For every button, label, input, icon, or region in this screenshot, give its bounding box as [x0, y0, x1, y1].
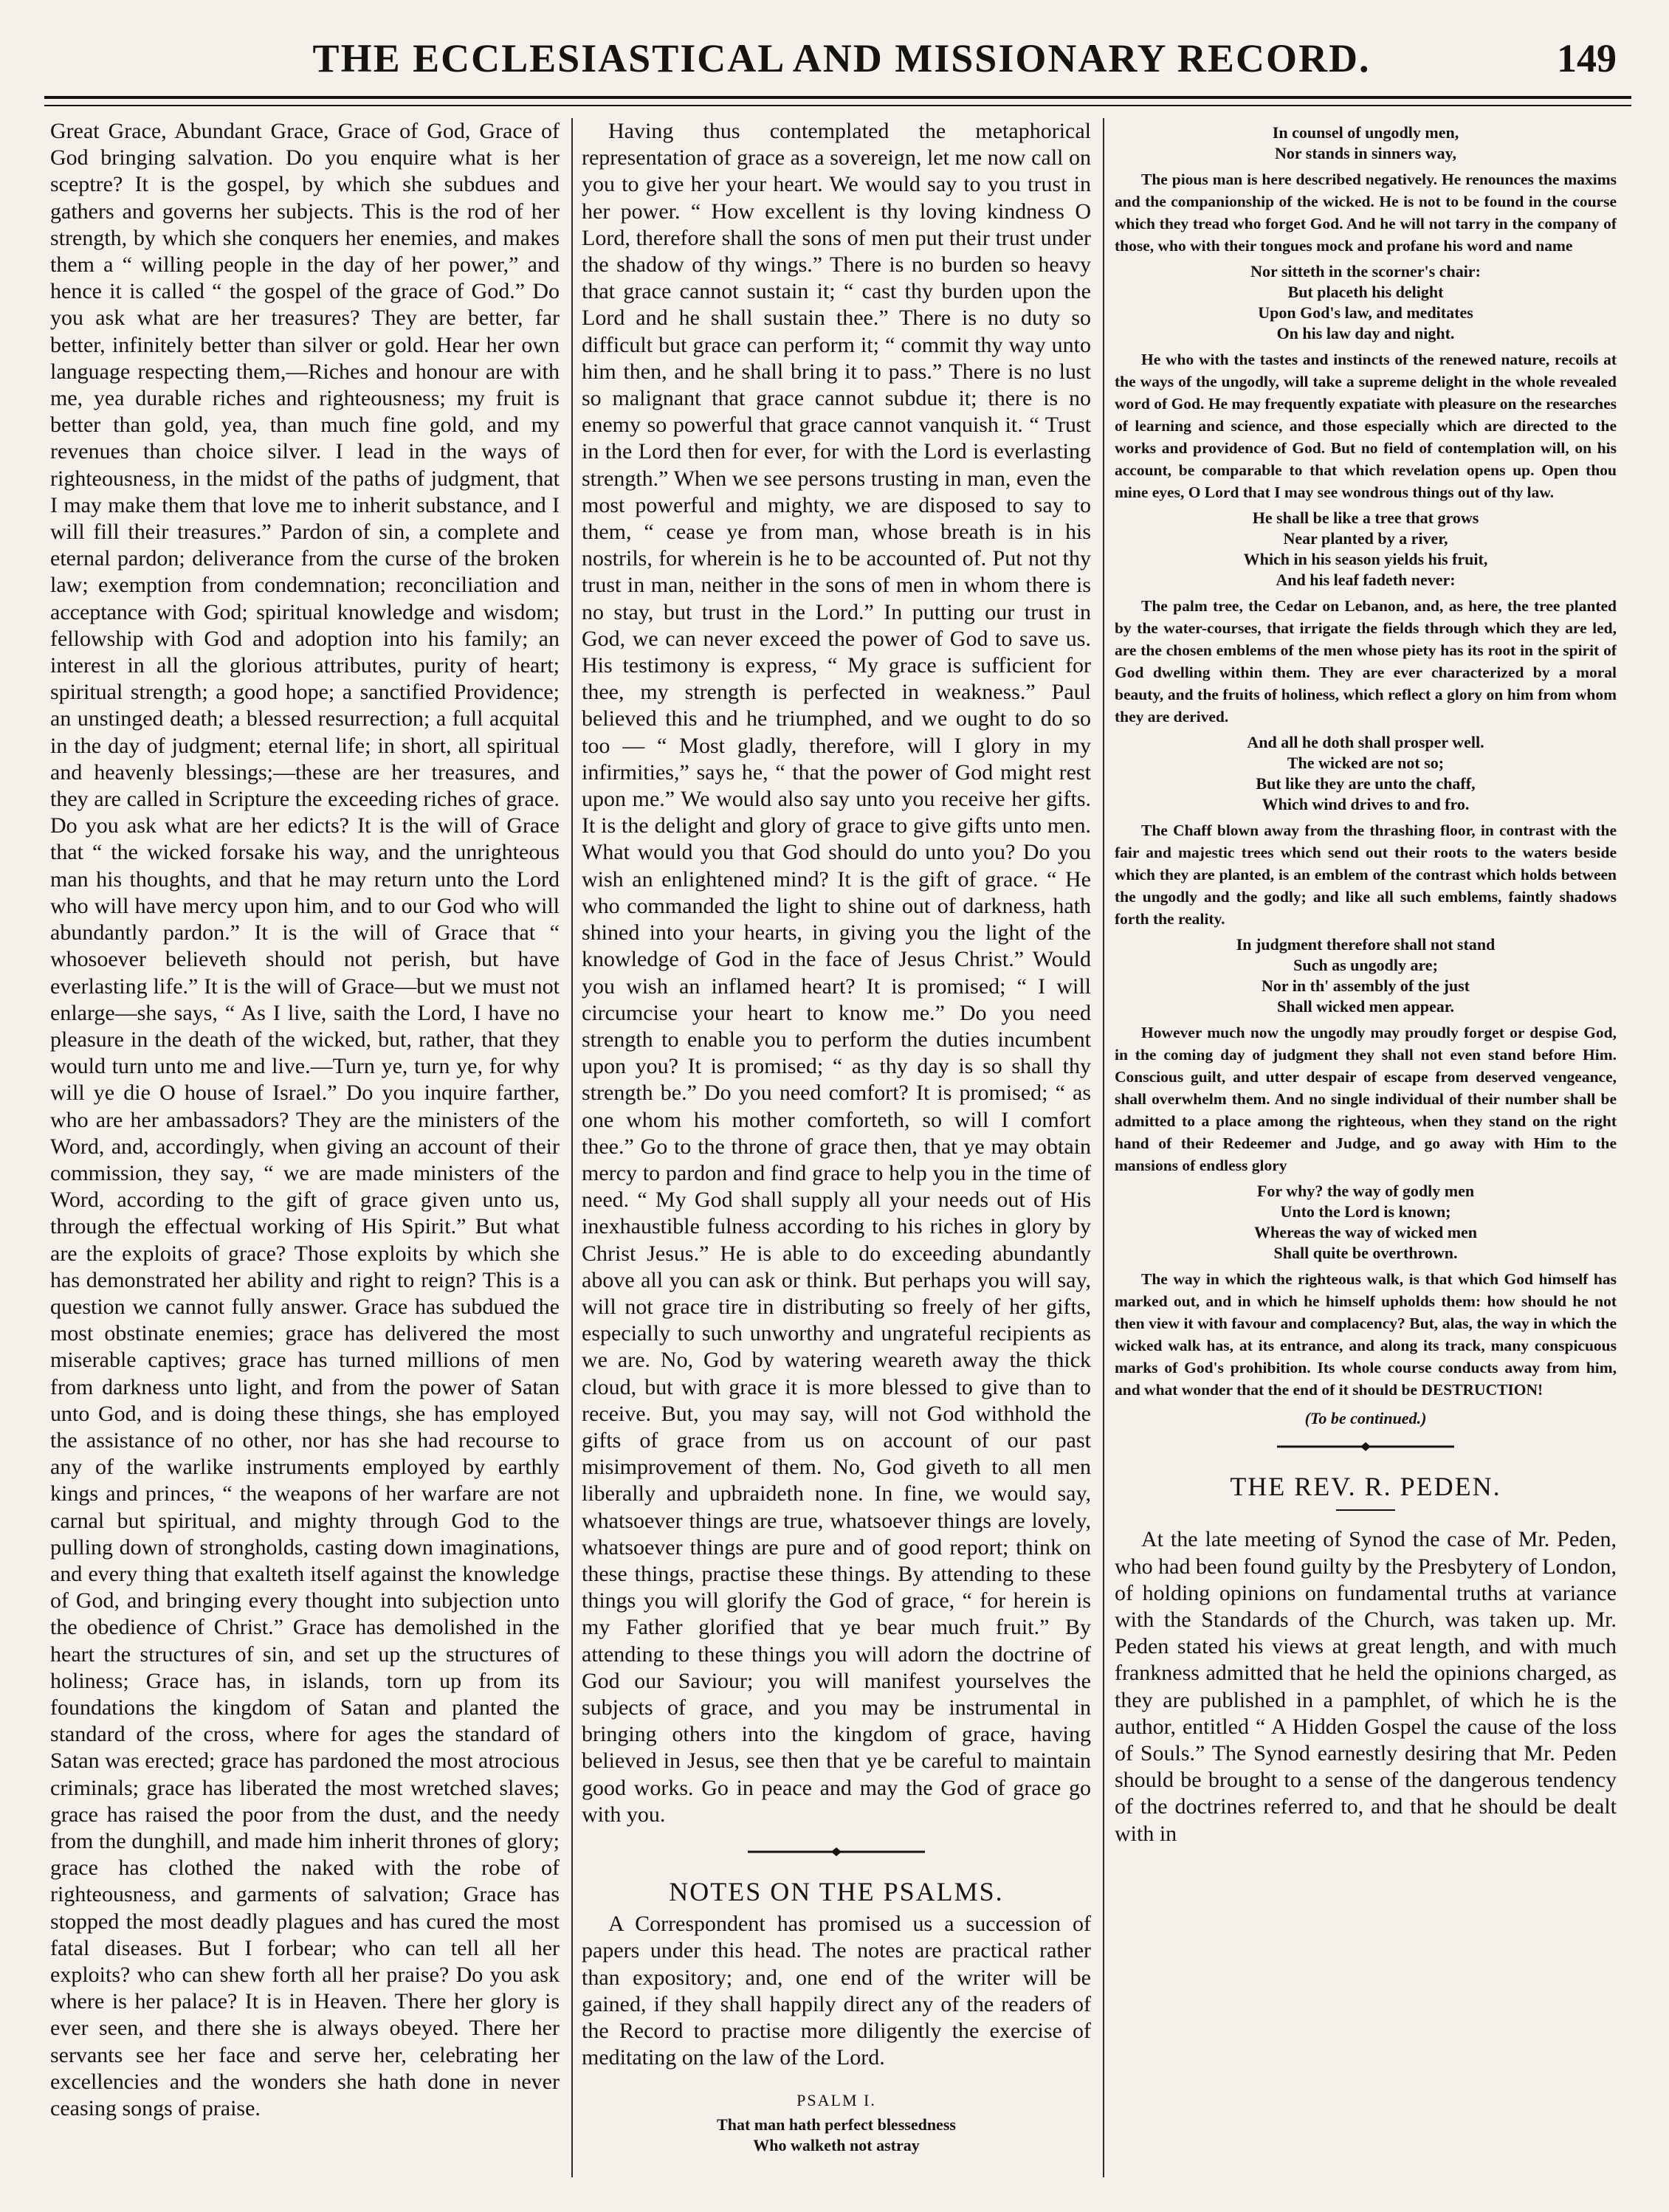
- verse-line: Upon God's law, and meditates: [1258, 303, 1473, 322]
- psalm-note: [1115, 1268, 1617, 1401]
- verse-stanza: [1115, 1181, 1617, 1264]
- note-text: The way in which the righteous walk, is that which God himself has marked out, and in which he himself upholds them: how should he not then view it with favour and complacency? But, alas, the way in which the wicked walk has, at its entrance, and along its track, many conspicuous marks of God's prohibition. Its whole course conducts away from him, and what wonder that the end of it should be DESTRUCTION!: [1115, 1270, 1617, 1399]
- verse-line: Shall quite be overthrown.: [1273, 1244, 1458, 1262]
- psalm-note: [1115, 1021, 1617, 1176]
- note-text: However much now the ungodly may proudly forget or despise God, in the coming day of judgment they shall not even stand before Him. Conscious guilt, and utter despair of escape from deserved vengeance, shall overwhelm them. And no single individual of their number shall be admitted to a place among the righteous, when they stand on the right hand of their Redeemer and Judge, and go away with Him to the mansions of endless glory: [1115, 1024, 1617, 1174]
- verse-stanza: [1115, 508, 1617, 590]
- page-header: [44, 35, 1631, 102]
- paragraph: At the late meeting of Synod the case of Mr. Peden, who had been found guilty by the Presbytery of London, of holding opinions on fundamental truths at variance with the Standards of the Church, was taken up. Mr. Peden stated his views at great length, and with much frankness admitted that he held the opinions charged, as they are published in a pamphlet, of which he is the author, entitled “ A Hidden Gospel the cause of the loss of Souls.” The Synod earnestly desiring that Mr. Peden should be brought to a sense of the dangerous tendency of the doctrines referred to, and that he should be dealt with in: [1115, 1527, 1617, 1846]
- verse-line: But placeth his delight: [1287, 283, 1444, 301]
- section-title-notes-on-the-psalms: NOTES ON THE PSALMS.: [669, 1877, 1004, 1906]
- verse-line: Nor sitteth in the scorner's chair:: [1250, 262, 1481, 280]
- verse-line: Which in his season yields his fruit,: [1243, 550, 1488, 568]
- verse-line: Who walketh not astray: [753, 2135, 920, 2154]
- paragraph: A Correspondent has promised us a succession of papers under this head. The notes are practical rather than expository; and, one end of the writer will be gained, if they shall happily direct any of the readers of the Record to practise more diligently the exercise of meditating on the law of the Lord.: [582, 1912, 1091, 2070]
- verse-line: In counsel of ungodly men,: [1272, 123, 1459, 142]
- column-divider: [1103, 118, 1104, 2177]
- note-text: He who with the tastes and instincts of the renewed nature, recoils at the ways of the ungodly, will take a supreme delight in the whole revealed word of God. He may frequently expatiate with pleasure on the researches of learning and science, and those especially which are directed to the works and providence of God. But no field of contemplation will, on his account, be comparable to that which revelation opens up. Open thou mine eyes, O Lord that I may see wondrous things out of thy law.: [1115, 351, 1617, 501]
- column-1: [50, 118, 560, 2185]
- ornament-rule: [748, 1847, 925, 1856]
- paragraph: Great Grace, Abundant Grace, Grace of God, Grace of God bringing salvation. Do you enquire what is her sceptre? It is the gospel, by which she subdues and gathers and governs her subjects. This is the rod of her strength, by which she conquers her enemies, and makes them a “ willing people in the day of her power,” and hence it is called “ the gospel of the grace of God.” Do you ask what are her treasures? They are better, far better, infinitely better than silver or gold. Hear her own language respecting them,—Riches and honour are with me, yea durable riches and righteousness; my fruit is better than gold, yea, than much fine gold, and my revenues than choice silver. I lead in the ways of righteousness, in the midst of the paths of judgment, that I may make them that love me to inherit substance, and I will fill their treasures.” Pardon of sin, a complete and eternal pardon; deliverance from the curse of the broken law; exemption from condemnation; reconciliation and acceptance with God; spiritual knowledge and wisdom; fellowship with God and adoption into his family; an interest in all the glorious attributes, purity of heart; spiritual strength; a good hope; a sanctified Providence; an unstinged death; a blessed resurrection; a full acquital in the day of judgment; eternal life; in short, all spiritual and heavenly blessings;—these are her treasures, and they are called in Scripture the exceeding riches of grace. Do you ask what are her edicts? It is the will of Grace that “ the wicked forsake his way, and the unrighteous man his thoughts, and that he may return unto the Lord who will have mercy upon him, and to our God who will abundantly pardon.” It is the will of Grace that “ whosoever believeth should not perish, but have everlasting life.” It is the will of Grace—but we must not enlarge—she says, “ As I live, saith the Lord, I have no pleasure in the death of the wicked, but, rather, that they would turn unto me and live.—Turn ye, turn ye, for why will ye die O house of Israel.” Do you inquire farther, who are her ambassadors? They are the ministers of the Word, and, accordingly, when giving an account of their commission, they say, “ we are made ministers of the Word, according to the gift of grace given unto us, through the effectual working of His Spirit.” But what are the exploits of grace? Those exploits by which she has demonstrated her ability and right to reign? This is a question we cannot fully answer. Grace has subdued the most obstinate enemies; grace has delivered the most miserable captives; grace has turned millions of men from darkness unto light, and from the power of Satan unto God, and is doing these things, she has employed the assistance of no other, nor has she had recourse to any of the warlike instruments employed by earthly kings and princes, “ the weapons of her warfare are not carnal but spiritual, and mighty through God to the pulling down of strongholds, casting down imaginations, and every thing that exalteth itself against the knowledge of God, and bringing every thought into subjection unto the obedience of Christ.” Grace has demolished in the heart the structures of sin, and set up the structures of holiness; Grace has, in islands, torn up from its foundations the kingdom of Satan and planted the standard of the cross, where for ages the standard of Satan was erected; grace has pardoned the most atrocious criminals; grace has liberated the most wretched slaves; grace has raised the poor from the dust, and the needy from the dunghill, and made him inherit thrones of glory; grace has clothed the naked with the robe of righteousness, and garments of salvation; Grace has stopped the most deadly plagues and has cured the most fatal diseases. But I forbear; who can tell all her exploits? who can shew forth all her praise? Do you ask where is her palace? It is in Heaven. There her glory is ever seen, and there she is always obeyed. There her servants see her face and serve her, celebrating her excellencies and the wonders she hath done in never ceasing songs of praise.: [50, 119, 560, 2121]
- verse-line: The wicked are not so;: [1287, 754, 1445, 772]
- verse-line: Whereas the way of wicked men: [1253, 1223, 1478, 1241]
- verse-stanza: [1115, 123, 1617, 164]
- page: [44, 30, 1631, 2192]
- verse-stanza: [1115, 934, 1617, 1017]
- ornament-rule: [1277, 1442, 1454, 1451]
- verse-line: He shall be like a tree that grows: [1252, 509, 1479, 527]
- ornament-rule: [1336, 1506, 1395, 1515]
- verse-line: But like they are unto the chaff,: [1256, 774, 1476, 793]
- paragraph: Having thus contemplated the metaphorical representation of grace as a sovereign, let me now call on you to give her your heart. We would say to you trust in her power. “ How excellent is thy loving kindness O Lord, therefore shall the sons of men put their trust under the shadow of thy wings.” There is no burden so heavy that grace cannot sustain it; “ cast thy burden upon the Lord and he shall sustain thee.” There is no duty so difficult but grace can perform it; “ commit thy way unto him then, and he shall bring it to pass.” There is no lust so malignant that grace cannot subdue it; there is no enemy so powerful that grace cannot vanquish it. “ Trust in the Lord then for ever, for with the Lord is everlasting strength.” When we see persons trusting in man, even the most powerful and mighty, we are disposed to say to them, “ cease ye from man, whose breath is in his nostrils, for wherein is he to be accounted of. Put not thy trust in man, neither in the sons of men in whom there is no stay, but trust in the Lord.” In putting our trust in God, we can never exceed the power of God to save us. His testimony is express, “ My grace is sufficient for thee, my strength is perfected in weakness.” Paul believed this and he triumphed, and we ought to do so too — “ Most gladly, therefore, will I glory in my infirmities,” says he, “ that the power of God might rest upon me.” We would also say unto you receive her gifts. It is the delight and glory of grace to give gifts unto men. What would you that God should do unto you? Do you wish an enlightened mind? It is the gift of grace. “ He who commanded the light to shine out of darkness, hath shined into your hearts, in giving you the light of the knowledge of God in the face of Jesus Christ.” Would you wish an inflamed heart? It is promised; “ I will circumcise your heart to know me.” Do you need strength to enable you to perform the duties incumbent upon you? It is promised; “ as thy day is so shall thy strength be.” Do you need comfort? It is promised; “ as one whom his mother comforteth, so will I comfort thee.” Go to the throne of grace then, that ye may obtain mercy to pardon and find grace to help you in the time of need. “ My God shall supply all your needs out of His inexhaustible fulness according to his riches in glory by Christ Jesus.” He is able to do exceeding abundantly above all you can ask or think. But perhaps you will say, will not grace tire in distributing so freely of her gifts, especially to such unworthy and ungrateful recipients as we are. No, God by watering weareth away the thick cloud, but with grace it is more blessed to give than to receive. But, you may say, will not God withhold the gifts of grace from us on account of our past misimprovement of them. No, God giveth to all men liberally and upbraideth none. In fine, we would say, whatsoever things are true, whatsoever things are lovely, whatsoever things are pure and of good report; think on these things, practise these things. By attending to these things you will glorify the God of grace, “ for herein is my Father glorified that ye bear much fruit.” By attending to these things you will adorn the doctrine of God our Saviour; you will manifest yourselves the subjects of grace, and you may be instrumental in bringing others into the kingdom of grace, having believed in Jesus, see then that ye be careful to maintain good works. Go in peace and may the God of grace go with you.: [582, 119, 1091, 1827]
- page-number: 149: [1557, 36, 1617, 80]
- psalm-note: [1115, 348, 1617, 503]
- section-title-rev-peden: THE REV. R. PEDEN.: [1230, 1472, 1501, 1502]
- verse-line: And his leaf fadeth never:: [1276, 571, 1456, 589]
- verse-line: Unto the Lord is known;: [1280, 1202, 1451, 1221]
- psalm-note: [1115, 168, 1617, 257]
- header-rule: [44, 96, 1631, 106]
- psalm-heading: PSALM I.: [796, 2091, 876, 2110]
- note-text: The pious man is here described negatively. He renounces the maxims and the companionship of the wicked. He is not to be found in the course which they tread who forget God. And he will not tarry in the company of those, who with their tongues mock and profane his word and name: [1115, 170, 1617, 255]
- verse-line: In judgment therefore shall not stand: [1236, 935, 1496, 954]
- verse-line: That man hath perfect blessedness: [717, 2115, 956, 2134]
- verse-line: On his law day and night.: [1276, 324, 1455, 342]
- column-divider: [571, 118, 573, 2177]
- verse-line: Near planted by a river,: [1283, 529, 1448, 548]
- verse-line: Which wind drives to and fro.: [1262, 795, 1470, 813]
- column-2: [582, 118, 1091, 2185]
- note-text: The Chaff blown away from the thrashing floor, in contrast with the fair and majestic trees which send out their roots to the waters beside which they are planted, is an emblem of the contrast which holds between the ungodly and the godly; and like all such emblems, faintly shadows forth the reality.: [1115, 821, 1617, 928]
- verse-line: Shall wicked men appear.: [1276, 997, 1454, 1016]
- verse-line: For why? the way of godly men: [1256, 1182, 1475, 1200]
- psalm-note: [1115, 819, 1617, 930]
- verse-line: Nor in th' assembly of the just: [1262, 976, 1470, 995]
- psalm-note: [1115, 595, 1617, 728]
- verse-line: Nor stands in sinners way,: [1275, 144, 1456, 162]
- column-3: [1115, 118, 1617, 2185]
- to-be-continued: (To be continued.): [1304, 1409, 1427, 1427]
- verse-stanza: [1115, 261, 1617, 344]
- verse-line: Such as ungodly are;: [1293, 956, 1438, 974]
- verse-stanza: [1115, 732, 1617, 815]
- running-title: THE ECCLESIASTICAL AND MISSIONARY RECORD.: [312, 36, 1371, 80]
- note-text: The palm tree, the Cedar on Lebanon, and, as here, the tree planted by the water-courses, that irrigate the fields through which they are led, are the chosen emblems of the men whose piety has its root in the spirit of God dwelling within them. They are ever characterized by a moral beauty, and the fruits of holiness, which reflect a glory on him from whom they are derived.: [1115, 597, 1617, 726]
- verse-line: And all he doth shall prosper well.: [1247, 733, 1484, 751]
